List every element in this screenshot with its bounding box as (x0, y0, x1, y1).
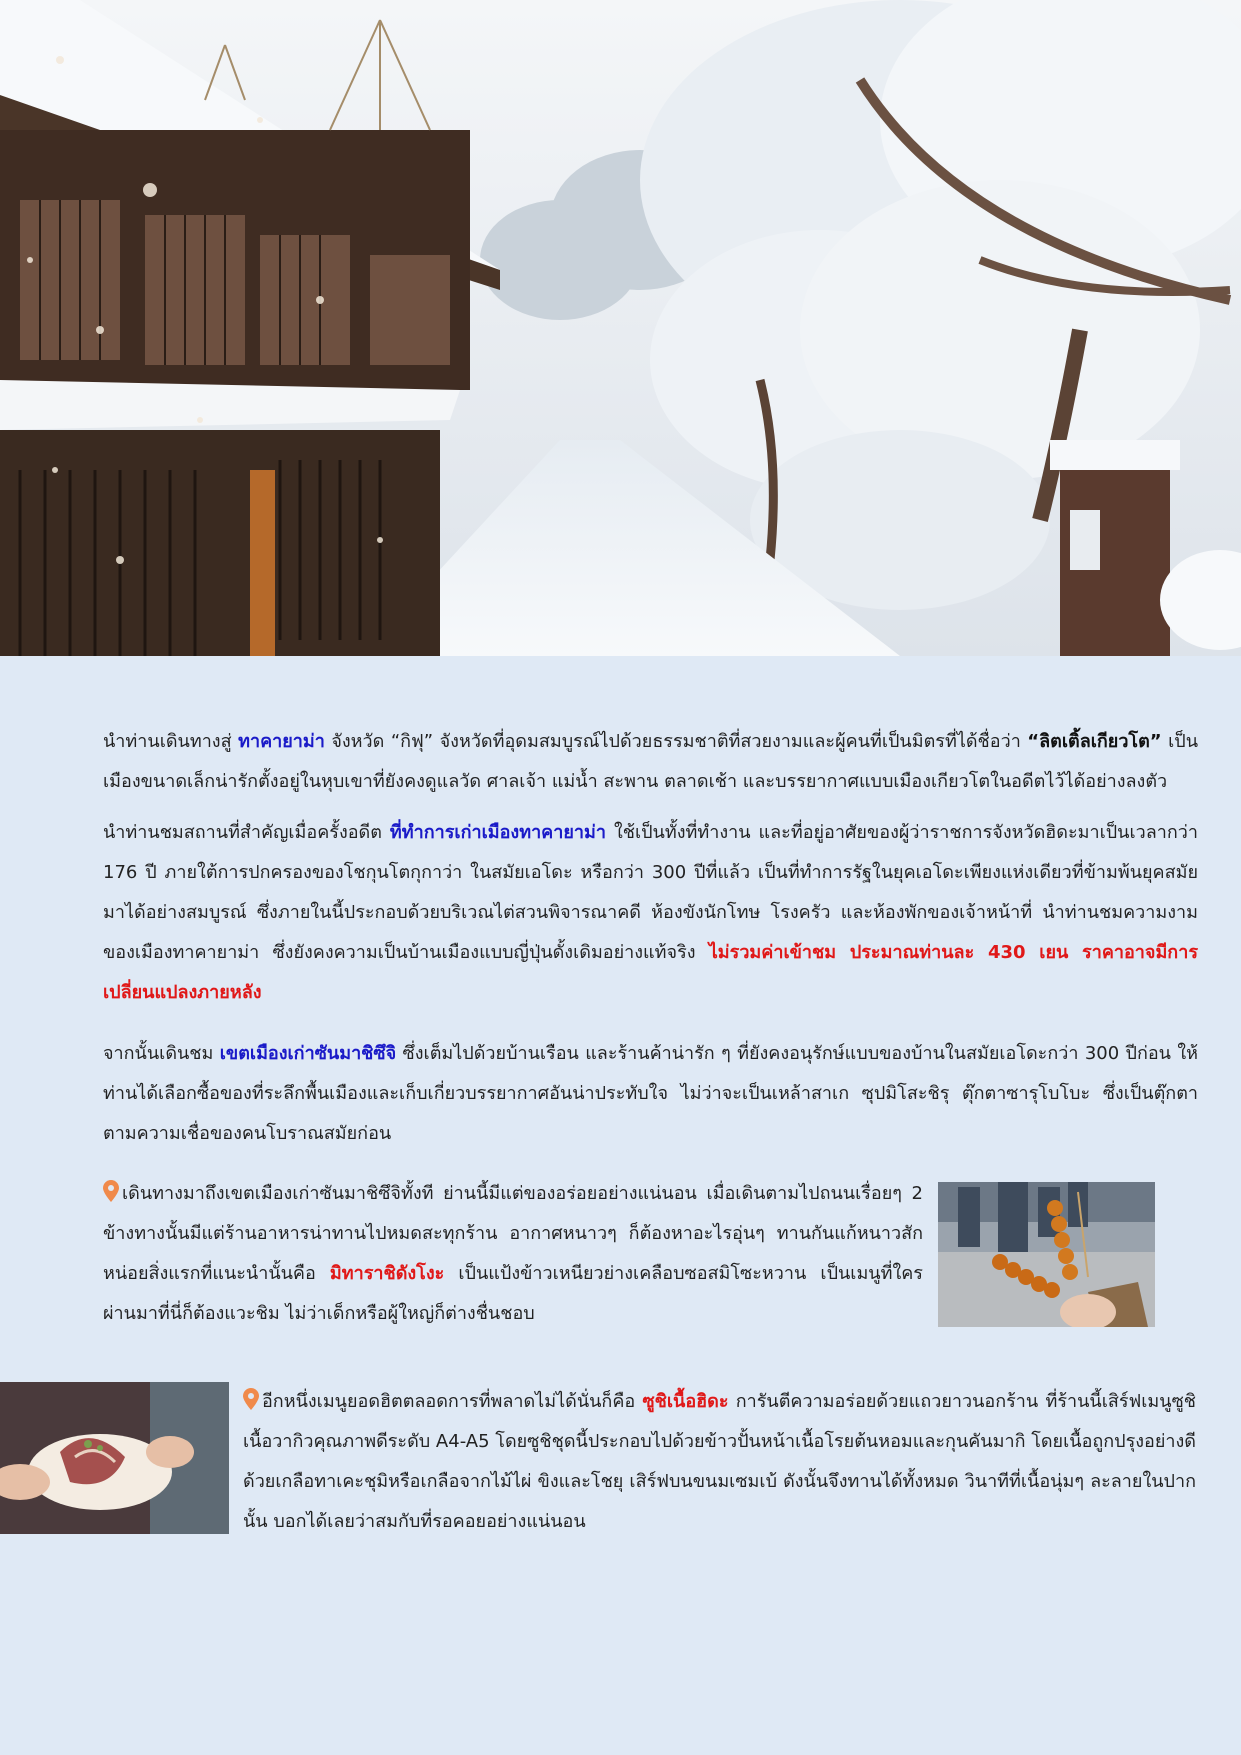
text-run: ใช้เป็นทั้งที่ทำงาน และที่อยู่อาศัยของผู้ว่าราชการจังหวัดฮิดะมาเป็นเวลากว่า 176 ปี ภายใต้การปกครองของโชกุนโตกุกาว่า ในสมัยเอโดะ หรือกว่า 300 ปีที่แล้ว เป็นที่ทำการรัฐในยุคเอโดะเพียงแห่งเดียวที่ข้ามพ้นยุคสมัยมาได้อย่างสมบูรณ์ ซึ่งภายในนี้ประกอบด้วยบริเวณไต่สวนพิจารณาคดี ห้องขังนักโทษ โรงครัว และห้องพักของเจ้าหน้าที่ นำท่านชมความงามของเมืองทาคายาม่า ซึ่งยังคงความเป็นบ้านเมืองแบบญี่ปุ่นดั้งเดิมอย่างแท้จริง (103, 822, 1198, 963)
admission-fee-note: ไม่รวมค่าเข้าชม ประมาณท่านละ 430 เยน ราคาอาจมีการเปลี่ยนแปลงภายหลัง (103, 942, 1198, 1003)
text-run: นำท่านชมสถานที่สำคัญเมื่อครั้งอดีต (103, 822, 390, 843)
hida-beef-sushi-photo (0, 1382, 229, 1534)
text-run: อีกหนึ่งเมนูยอดฮิตตลอดการที่พลาดไม่ได้นั่นก็คือ (262, 1391, 643, 1412)
text-run: เดินทางมาถึงเขตเมืองเก่าซันมาชิซึจิทั้งที ย่านนี้มีแต่ของอร่อยอย่างแน่นอน เมื่อเดินตามไปถนนเรื่อยๆ 2 ข้างทางนั้นมีแต่ร้านอาหารน่าทานไปหมดสะทุกร้าน อากาศหนาวๆ ก็ต้องหาอะไรอุ่นๆ ทานกันแก้หนาวสักหน่อยสิ่งแรกที่แนะนำนั้นคือ (103, 1183, 923, 1284)
sanmachi-highlight: เขตเมืองเก่าซันมาชิซึจิ (219, 1043, 397, 1064)
text-run: จากนั้นเดินชม (103, 1043, 220, 1064)
text-run: การันตีความอร่อยด้วยแถวยาวนอกร้าน ที่ร้านนี้เสิร์ฟเมนูซูชิเนื้อวากิวคุณภาพดีระดับ A4-A5 โดยซูชิชุดนี้ประกอบไปด้วยข้าวปั้นหน้าเนื้อโรยต้นหอมและกุนคันมากิ โดยเนื้อถูกปรุงอย่างดีด้วยเกลือทาเคะชุมิหรือเกลือจากไม้ไผ่ ขิงและโชยุ เสิร์ฟบนขนมเซมเบ้ ดังนั้นจึงทานได้ทั้งหมด วินาทีที่เนื้อนุ่มๆ ละลายในปากนั้น บอกได้เลยว่าสมกับที่รอคอยอย่างแน่นอน (243, 1391, 1197, 1532)
location-pin-icon (103, 1180, 119, 1202)
hida-sushi-highlight: ซูชิเนื้อฮิดะ (642, 1391, 729, 1412)
text-run: เป็นแป้งข้าวเหนียวย่างเคลือบซอสมิโซะหวาน เป็นเมนูที่ใครผ่านมาที่นี่ก็ต้องแวะชิม ไม่ว่าเด็กหรือผู้ใหญ่ก็ต่างชื่นชอบ (103, 1263, 923, 1324)
text-run: จังหวัด “กิฟุ” จังหวัดที่อุดมสมบูรณ์ไปด้วยธรรมชาติที่สวยงามและผู้คนที่เป็นมิตรที่ได้ชื่อว่า (324, 731, 1028, 752)
dango-skewers-photo (938, 1182, 1155, 1327)
intro-paragraph (103, 722, 1198, 802)
text-run: เป็นเมืองขนาดเล็กน่ารักตั้งอยู่ในหุบเขาที่ยังคงดูแลวัด ศาลเจ้า แม่น้ำ สะพาน ตลาดเช้า และบรรยากาศแบบเมืองเกียวโตในอดีตไว้ได้อย่างลงตัว (103, 731, 1199, 792)
jinya-paragraph (103, 813, 1198, 1013)
jinya-highlight: ที่ทำการเก่าเมืองทาคายาม่า (389, 822, 606, 843)
snow-village-street-photo (0, 0, 1241, 656)
takayama-highlight: ทาคายาม่า (238, 731, 325, 752)
sanmachi-paragraph (103, 1034, 1198, 1154)
little-kyoto-highlight: “ลิตเติ้ลเกียวโต” (1027, 731, 1162, 752)
dango-paragraph (103, 1174, 923, 1334)
text-run: ซึ่งเต็มไปด้วยบ้านเรือน และร้านค้าน่ารัก ๆ ที่ยังคงอนุรักษ์แบบของบ้านในสมัยเอโดะกว่า 300 ปีก่อน ให้ท่านได้เลือกซื้อของที่ระลึกพื้นเมืองและเก็บเกี่ยวบรรยากาศอันน่าประทับใจ ไม่ว่าจะเป็นเหล้าสาเก ซุปมิโสะชิรุ ตุ๊กตาซารุโบโบะ ซึ่งเป็นตุ๊กตาตามความเชื่อของคนโบราณสมัยก่อน (103, 1043, 1198, 1144)
hero-photo (0, 0, 1241, 656)
dango-highlight: มิทาราชิดังโงะ (329, 1263, 445, 1284)
hida-sushi-paragraph (243, 1382, 1196, 1542)
location-pin-icon (243, 1388, 259, 1410)
text-run: นำท่านเดินทางสู่ (103, 731, 239, 752)
